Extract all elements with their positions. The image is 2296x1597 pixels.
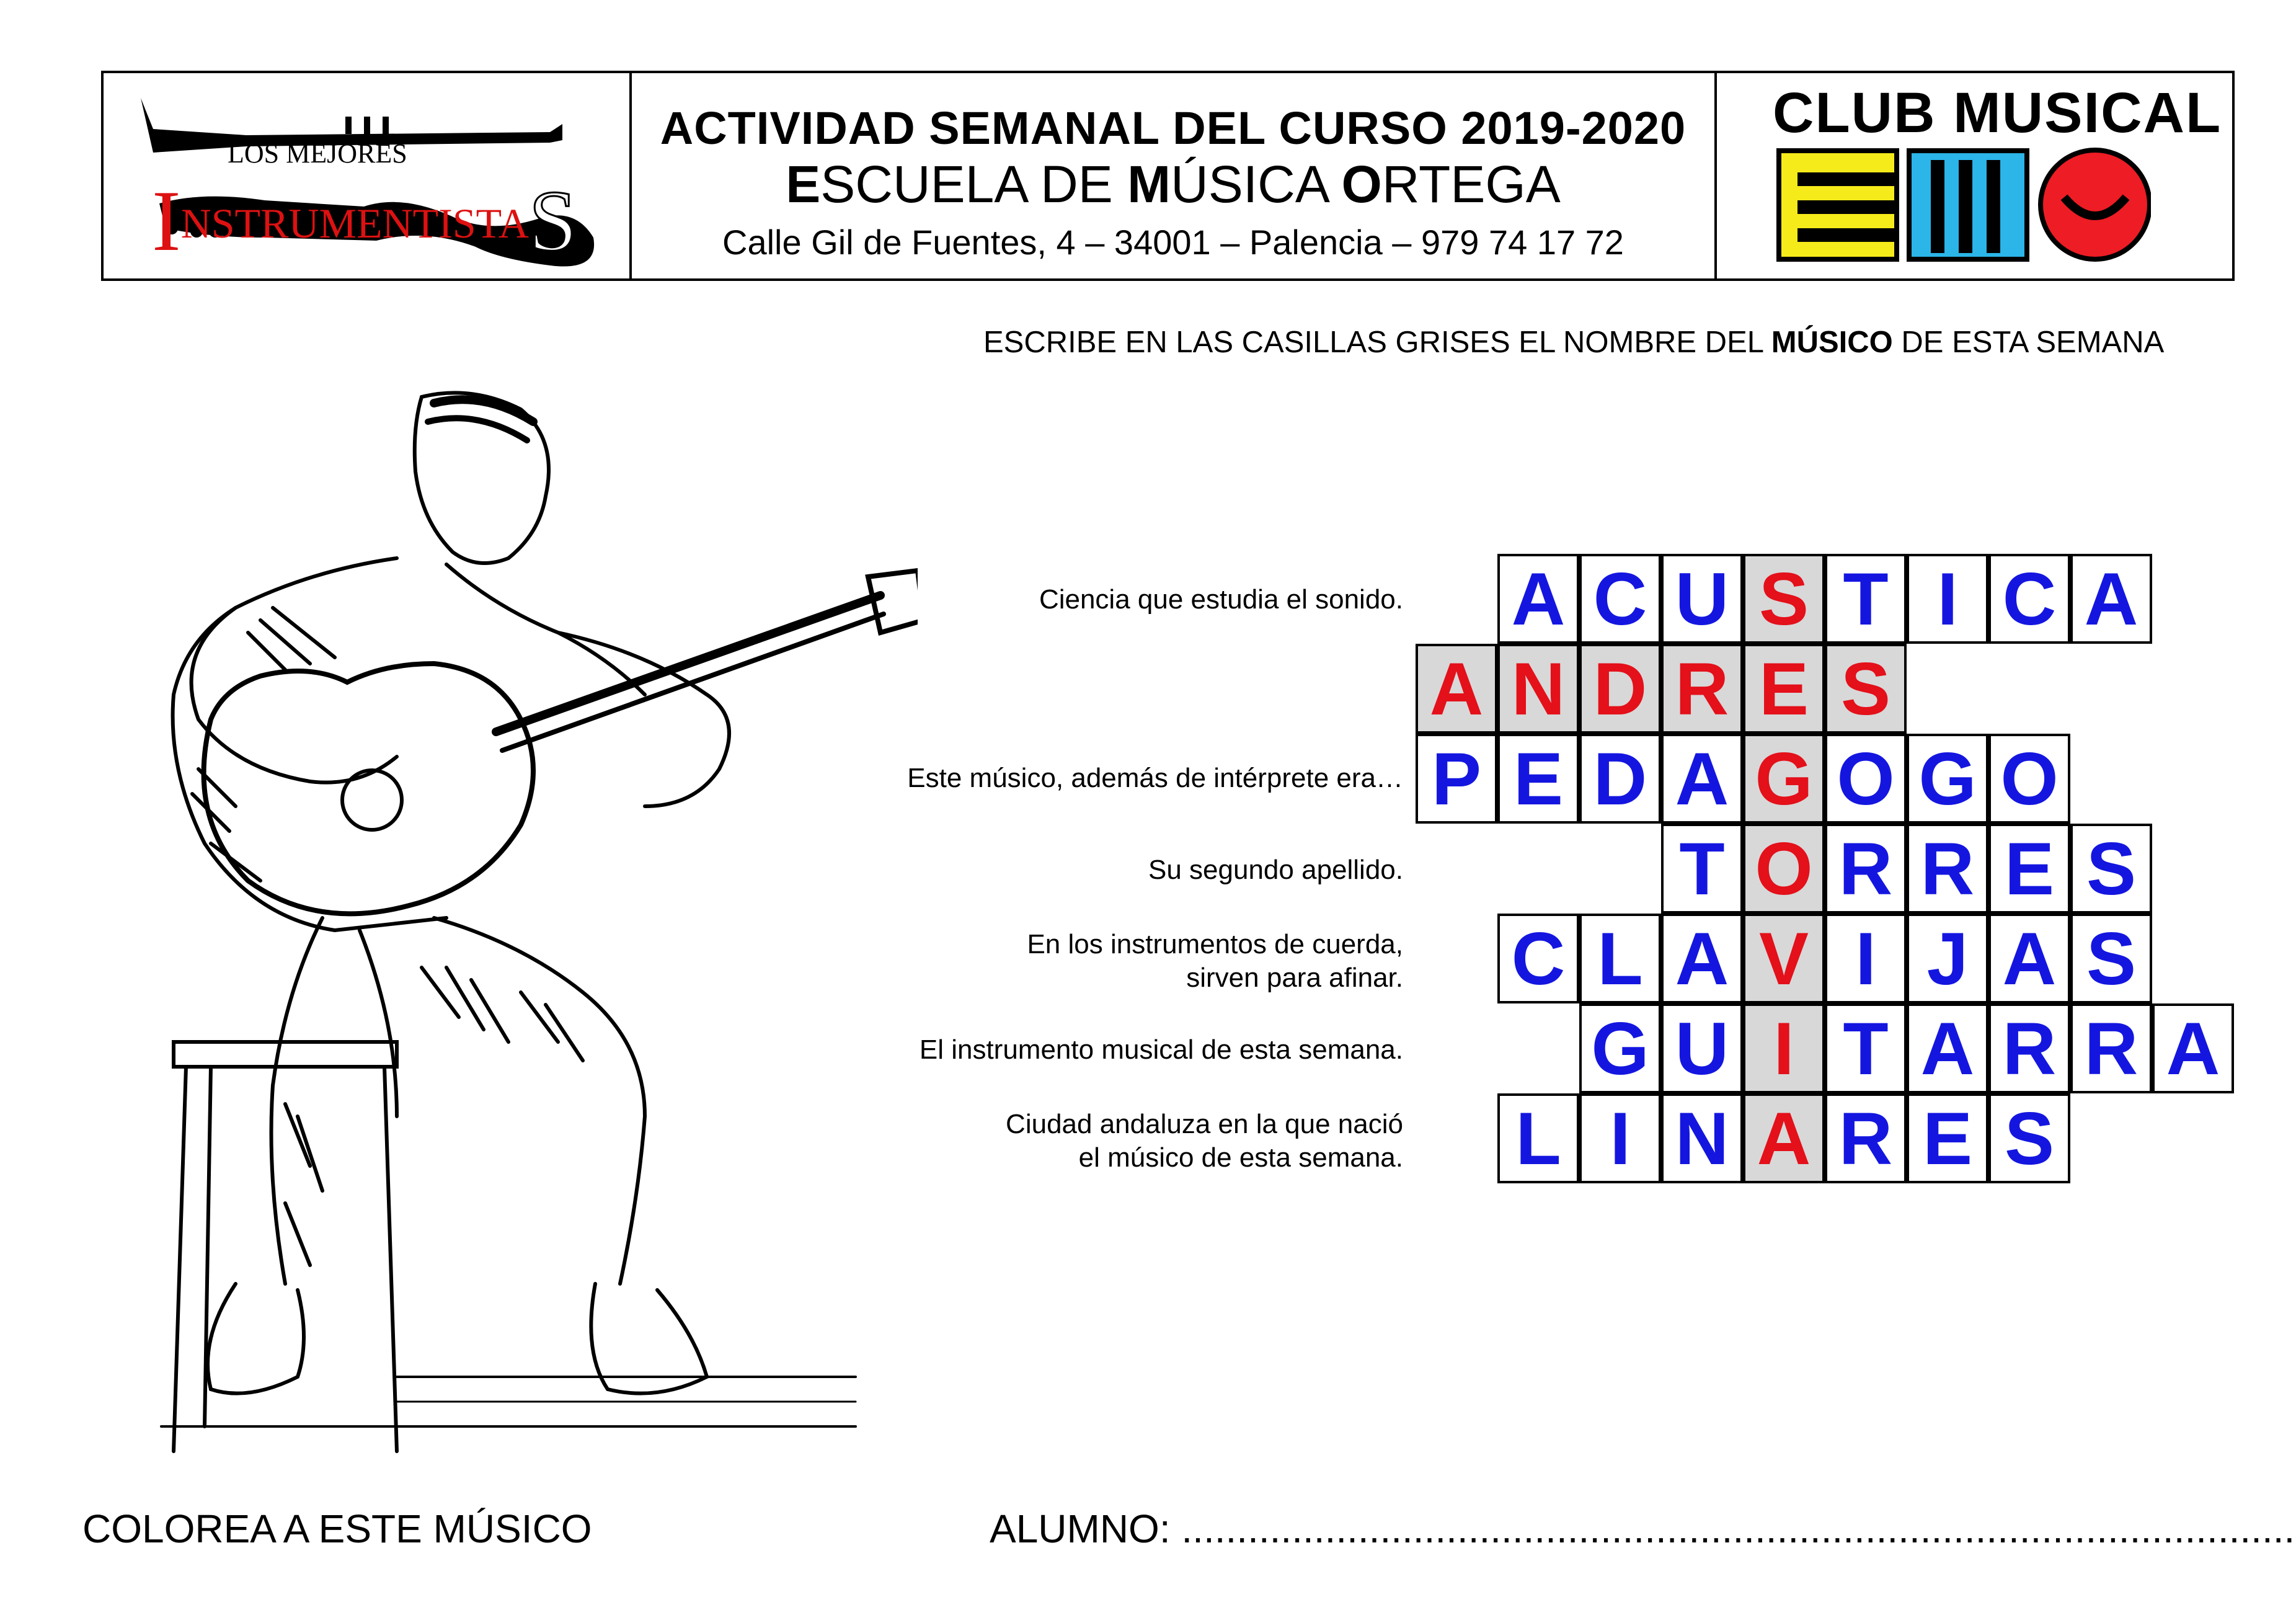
crossword-cell[interactable]: O	[1825, 734, 1907, 824]
crossword-cell[interactable]: D	[1579, 644, 1661, 734]
crossword-cell[interactable]: T	[1825, 554, 1907, 644]
worksheet-header	[101, 71, 2235, 281]
crossword-cell[interactable]: I	[1579, 1093, 1661, 1183]
crossword-cell[interactable]: S	[1743, 554, 1825, 644]
club-title: CLUB MUSICAL	[1773, 81, 2222, 145]
color-instruction: COLOREA A ESTE MÚSICO	[82, 1506, 592, 1551]
crossword-cell[interactable]: R	[1825, 1093, 1907, 1183]
student-name-line[interactable]: ALUMNO: .....................................................................................................	[990, 1506, 2295, 1551]
crossword-cell[interactable]: G	[1579, 1003, 1661, 1093]
clue-6: El instrumento musical de esta semana.	[919, 1034, 1403, 1065]
crossword-cell[interactable]: R	[2070, 1003, 2152, 1093]
crossword-cell[interactable]: J	[1907, 914, 1988, 1003]
emo-logo-icon	[1717, 73, 2151, 283]
crossword-cell[interactable]: R	[1907, 824, 1988, 914]
crossword-cell[interactable]: A	[2070, 554, 2152, 644]
crossword-cell[interactable]: N	[1661, 1093, 1743, 1183]
crossword-cell[interactable]: C	[1497, 914, 1579, 1003]
clue-1: Ciencia que estudia el sonido.	[1039, 584, 1403, 615]
clue-7: Ciudad andaluza en la que nació el músico de esta semana.	[1006, 1109, 1403, 1173]
crossword-cell[interactable]: E	[1743, 644, 1825, 734]
crossword-cell[interactable]: S	[1988, 1093, 2070, 1183]
club-musical-logo	[1717, 73, 2232, 278]
crossword-cell[interactable]: U	[1661, 554, 1743, 644]
crossword-cell[interactable]: E	[1497, 734, 1579, 824]
crossword-cell[interactable]: S	[2070, 914, 2152, 1003]
guitarist-illustration	[50, 372, 918, 1457]
school-address: Calle Gil de Fuentes, 4 – 34001 – Palencia – 979 74 17 72	[722, 223, 1624, 262]
crossword-cell[interactable]: G	[1743, 734, 1825, 824]
crossword-cell[interactable]: V	[1743, 914, 1825, 1003]
crossword-cell[interactable]: R	[1825, 824, 1907, 914]
logo-small-text: LOS MEJORES	[228, 138, 407, 169]
crossword-cell[interactable]: A	[1416, 644, 1497, 734]
crossword-cell[interactable]: O	[1988, 734, 2070, 824]
logo-main-text: INSTRUMENTISTAS	[152, 173, 577, 269]
crossword-cell[interactable]: O	[1743, 824, 1825, 914]
crossword-cell[interactable]: L	[1579, 914, 1661, 1003]
crossword-cell[interactable]: S	[1825, 644, 1907, 734]
clue-3: Este músico, además de intérprete era…	[907, 763, 1403, 793]
instruction-text: ESCRIBE EN LAS CASILLAS GRISES EL NOMBRE DEL MÚSICO DE ESTA SEMANA	[983, 326, 2165, 359]
crossword-cell[interactable]: T	[1661, 824, 1743, 914]
crossword-cell[interactable]: A	[1497, 554, 1579, 644]
crossword-cell[interactable]: T	[1825, 1003, 1907, 1093]
school-name: ESCUELA DE MÚSICA ORTEGA	[786, 155, 1561, 213]
crossword-cell[interactable]: A	[1743, 1093, 1825, 1183]
crossword-cell[interactable]: L	[1497, 1093, 1579, 1183]
crossword-cell[interactable]: I	[1743, 1003, 1825, 1093]
crossword-cell[interactable]: R	[1988, 1003, 2070, 1093]
activity-title: ACTIVIDAD SEMANAL DEL CURSO 2019-2020	[660, 102, 1687, 154]
crossword-cell[interactable]: R	[1661, 644, 1743, 734]
crossword-cell[interactable]: U	[1661, 1003, 1743, 1093]
crossword-cell[interactable]: N	[1497, 644, 1579, 734]
crossword-cell[interactable]: A	[2152, 1003, 2234, 1093]
crossword-cell[interactable]: A	[1988, 914, 2070, 1003]
clue-4: Su segundo apellido.	[1148, 855, 1403, 885]
crossword-cell[interactable]: G	[1907, 734, 1988, 824]
crossword-cell[interactable]: S	[2070, 824, 2152, 914]
clue-5: En los instrumentos de cuerda, sirven para afinar.	[1027, 929, 1403, 993]
crossword-cell[interactable]: E	[1907, 1093, 1988, 1183]
crossword-cell[interactable]: I	[1907, 554, 1988, 644]
crossword-cell[interactable]: P	[1416, 734, 1497, 824]
crossword-cell[interactable]: A	[1907, 1003, 1988, 1093]
crossword-cell[interactable]: A	[1661, 914, 1743, 1003]
crossword-cell[interactable]: C	[1579, 554, 1661, 644]
crossword-cell[interactable]: A	[1661, 734, 1743, 824]
crossword-cell[interactable]: I	[1825, 914, 1907, 1003]
crossword-cell[interactable]: C	[1988, 554, 2070, 644]
crossword-cell[interactable]: E	[1988, 824, 2070, 914]
crossword-cell[interactable]: D	[1579, 734, 1661, 824]
logo-los-mejores-instrumentistas	[104, 73, 632, 278]
school-title-block	[632, 73, 1717, 278]
